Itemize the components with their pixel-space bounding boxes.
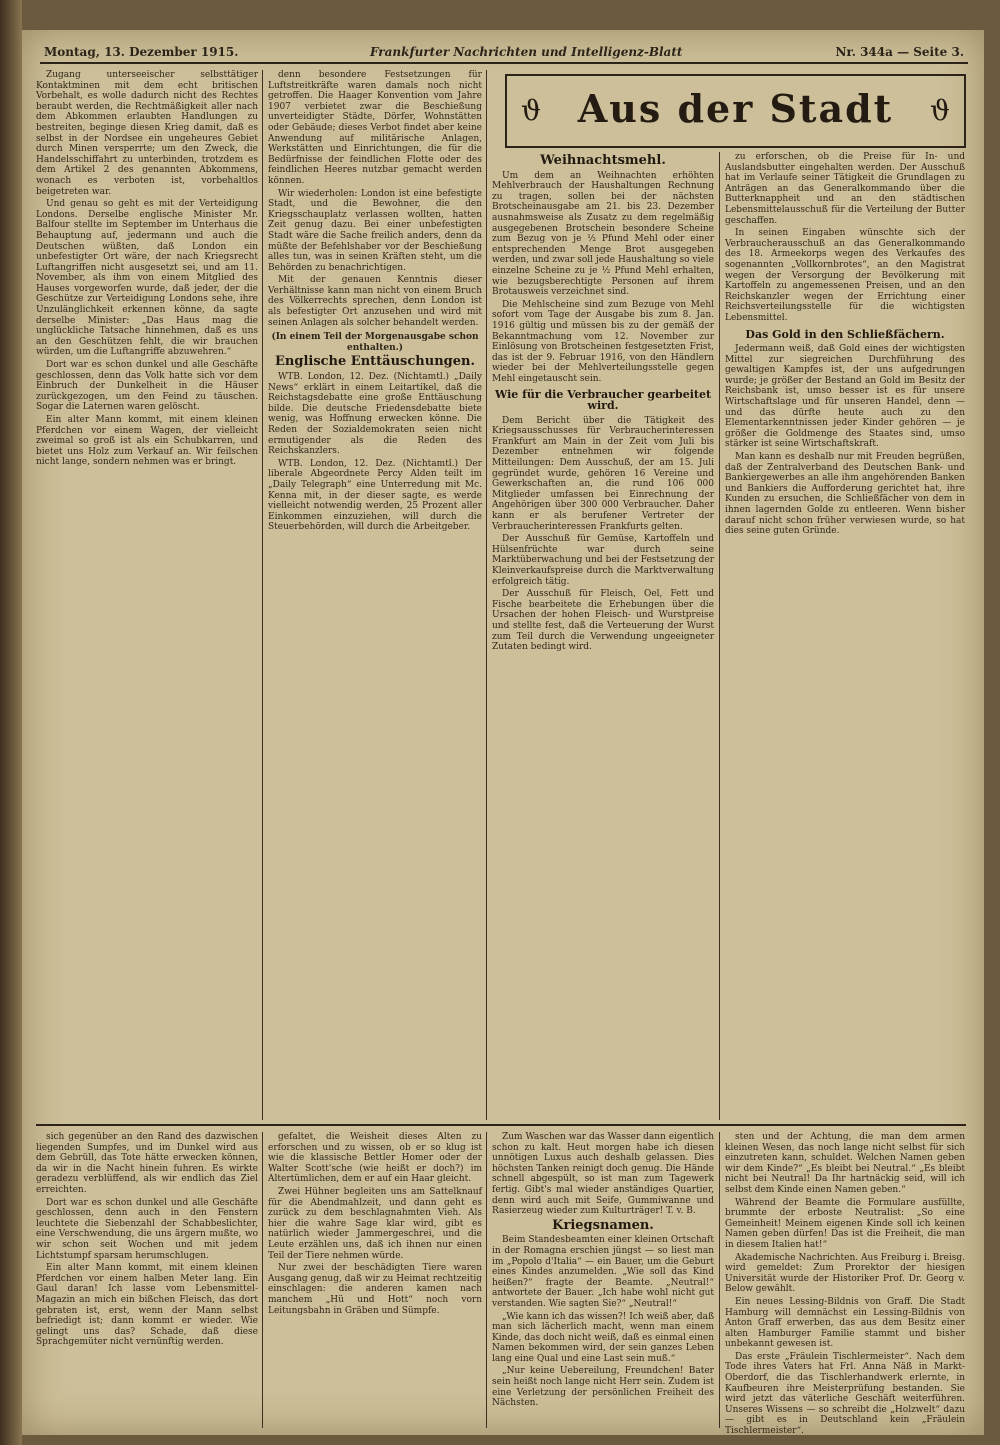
column-2 xyxy=(268,70,482,1120)
article-paragraph: In seinen Eingaben wünschte sich der Verbraucherausschuß an das Generalkommando des 18. Armeekorps wegen des Verkaufes des sogenannten „Vollkornbrotes“, an den Magistrat wegen der Versorgung der Bevölkerung mit Kartoffeln zu angemessenen Preisen, und an den Reichskanzler wegen der Errichtung einer Reichsverteilungsstelle für die wichtigsten Lebensmittel. xyxy=(725,228,965,323)
section-banner xyxy=(505,74,966,148)
masthead xyxy=(40,42,968,64)
article-paragraph: Dort war es schon dunkel und alle Geschäfte geschlossen, denn auch in den Fenstern leuchtete die Siebenzahl der Schabbeslichter, eine Verschwendung, die uns ärgern mußte, wo wir schon seit Wochen und mit jedem Lichtstumpf sparsam herumschlugen. xyxy=(36,1197,258,1261)
article-paragraph: Der Ausschuß für Fleisch, Oel, Fett und Fische bearbeitete die Erhebungen über die Ursachen der hohen Fleisch- und Wurstpreise und stellte fest, daß die Verteuerung der Wurst zum Teil durch die Verwendung ungeeigneter Zutaten bedingt wird. xyxy=(492,589,714,653)
masthead-page-number: Nr. 344a — Seite 3. xyxy=(835,45,964,59)
column-rule xyxy=(486,1132,487,1428)
lower-column-1 xyxy=(36,1132,258,1428)
article-paragraph: Zwei Hühner begleiten uns am Sattelknauf für die Abendmahlzeit, und dann geht es zurück zu dem beschlagnahmten Vieh. Als hier die wahre Sage klar wird, gibt es natürlich wieder Jammergeschrei, und die Leute erzählen uns, daß ich ihnen nur einen Teil der Tiere nehmen würde. xyxy=(268,1186,482,1261)
dispatch-daily-news: WTB. London, 12. Dez. (Nichtamtl.) „Daily News“ erklärt in einem Leitartikel, daß die Reichstagsdebatte eine große Enttäuschung bilde. Die deutsche Friedensdebatte biete wenig, was Hoffnung erwecken könne. Die Reden der Sozialdemokraten seien nicht ermutigender als die Reden des Reichskanzlers. xyxy=(268,372,482,457)
article-paragraph: Man kann es deshalb nur mit Freuden begrüßen, daß der Zentralverband des Deutschen Bank- und Bankiergewerbes an alle ihm angehörenden Banken und Bankiers die Aufforderung gerichtet hat, ihre Kunden zu ersuchen, die Schließfächer von dem in ihnen lagernden Golde zu entleeren. Wenn bisher darauf nicht schon früher verwiesen wurde, so hat dies seine guten Gründe. xyxy=(725,452,965,537)
article-paragraph: Ein alter Mann kommt, mit einem kleinen Pferdchen vor einem halben Meter lang. Ein Gaul daran! Ich lasse vom Lebensmittel-Magazin an mich ein bißchen Fleisch, das dort gebraten ist, erst, wenn der Mann selbst befriedigt ist; dann kommt er wieder. Wie gelingt uns das? Schade, daß diese Sprachgemüter nicht vernünftig werden. xyxy=(36,1263,258,1348)
heading-kriegsnamen: Kriegsnamen. xyxy=(552,1217,654,1233)
heading-verbraucher: Wie für die Verbraucher gearbeitet wird. xyxy=(494,388,712,413)
lower-column-4 xyxy=(725,1132,965,1437)
heading-weihnachtsmehl: Weihnachtsmehl. xyxy=(540,153,666,168)
heading-gold-schliessfaecher: Das Gold in den Schließfächern. xyxy=(745,327,945,341)
column-rule xyxy=(262,1132,263,1428)
column-rule xyxy=(262,70,263,1120)
article-paragraph: „Wie kann ich das wissen?! Ich weiß aber, daß man sich lächerlich macht, wenn man einem Kinde, das doch nicht weiß, daß es einmal einen Namen bekommen wird, der sein ganzes Leben lang eine Qual und eine Last sein muß.“ xyxy=(492,1311,714,1364)
article-paragraph: sich gegenüber an den Rand des dazwischen liegenden Sumpfes, und im Dunkel wird aus dem Gebrüll, das Tote hätte erwecken können, da wir in die Nacht hinein fuhren. Es wirkte geradezu verblüffend, als wir endlich das Ziel erreichten. xyxy=(36,1132,258,1195)
lower-column-3 xyxy=(492,1132,714,1428)
article-paragraph: Zum Waschen war das Wasser dann eigentlich schon zu kalt. Heut morgen habe ich diesen unnötigen Luxus auch deshalb gelassen. Dies höchsten Tanken reinigt doch genug. Die Hände schnell abgespült, so ist man zum Tagewerk fertig. Gibt's mal wieder anständiges Quartier, denn wird auch mit Seife, Gummiwanne und Rasierzeug wieder zum Kulturträger! T. v. B. xyxy=(492,1132,714,1217)
column-rule xyxy=(719,152,720,1120)
column-3 xyxy=(492,152,714,1120)
article-paragraph: Der Ausschuß für Gemüse, Kartoffeln und Hülsenfrüchte war durch seine Marktüberwachung und bei der Festsetzung der Kleinverkaufspreise durch die Marktverwaltung erfolgreich tätig. xyxy=(492,534,714,587)
article-paragraph: Jedermann weiß, daß Gold eines der wichtigsten Mittel zur siegreichen Durchführung des gewaltigen Kampfes ist, der uns aufgedrungen wurde; je größer der Bestand an Gold im Besitz der Reichsbank ist, umso besser ist es für unsere Wirtschaftslage und für unseren Handel, denn — und das dürfte heute auch zu den Elementarkenntnissen jeder Kinder gehören — je größer die Goldmenge des Staates sind, umso stärker ist seine Wirtschaftskraft. xyxy=(725,344,965,450)
article-paragraph: gefaltet, die Weisheit dieses Alten zu erforschen und zu wissen, ob er so klug ist wie die klassische Bettler Homer oder der Walter Scott'sche (wie heißt er doch?) im Altertümlichen, dem er auf ein Haar gleicht. xyxy=(268,1132,482,1185)
notice-paragraph: Das erste „Fräulein Tischlermeister“. Nach dem Tode ihres Vaters hat Frl. Anna Näß in Markt-Oberdorf, die das Tischlerhandwerk erlernte, in Kaufbeuren ihre Meisterprüfung bestanden. Sie wird jetzt das väterliche Geschäft weiterführen. Unseres Wissens — so schreibt die „Holzwelt“ dazu — gibt es in Deutschland kein „Fräulein Tischlermeister“. xyxy=(725,1351,965,1437)
article-paragraph: zu erforschen, ob die Preise für In- und Auslandsbutter eingehalten werden. Der Ausschuß hat im Verlaufe seiner Tätigkeit die Grundlagen zu Anträgen an das Generalkommando über die Butterknappheit und an den städtischen Lebensmittelausschuß für die Verteilung der Butter geschaffen. xyxy=(725,152,965,226)
dispatch-daily-telegraph: WTB. London, 12. Dez. (Nichtamtl.) Der liberale Abgeordnete Percy Alden teilt im „Daily Telegraph“ eine Unterredung mit Mc. Kenna mit, in der dieser sagte, es werde vielleicht notwendig werden, 25 Prozent aller Einkommen einzuziehen, will durch die Steuerbehörden, will durch die Arbeitgeber. xyxy=(268,458,482,533)
book-binding xyxy=(0,0,22,1445)
masthead-paper-title: Frankfurter Nachrichten und Intelligenz-Blatt xyxy=(370,45,683,59)
ornament-left-icon: ϑ xyxy=(521,94,542,127)
column-rule xyxy=(486,70,487,1120)
section-divider xyxy=(36,1124,966,1126)
article-paragraph: Nur zwei der beschädigten Tiere waren Ausgang genug, daß wir zu Heimat rechtzeitig einschlagen: die anderen kamen nach manchem „Hü und Hott“ noch vorn Leitungsbahn in Gräben und Sümpfe. xyxy=(268,1263,482,1316)
article-paragraph: Und genau so geht es mit der Verteidigung Londons. Derselbe englische Minister Mr. Balfour stellte im September im Unterhaus die Behauptung auf, jedermann und auch die Deutschen wüßten, daß London ein unbefestigter Ort wäre, der nach Kriegsrecht Luftangriffen nicht ausgesetzt sei, und am 11. November, als ihm von einem Mitglied des Hauses vorgeworfen wurde, daß jeder, der die Geschütze zur Verteidigung Londons sehe, ihre Unzulänglichkeit erkennen könne, da sagte derselbe Minister: „Das Haus mag die unglückliche Tatsache hinnehmen, daß es uns an den Geschützen fehlt, die wir brauchen würden, um die Luftangriffe abzuwehren.“ xyxy=(36,199,258,358)
article-paragraph: sten und der Achtung, die man dem armen kleinen Wesen, das noch lange nicht selbst für sich einzutreten kann, schuldet. Welchen Namen geben wir dem Kinde?“ „Es bleibt bei Neutral.“ „Es bleibt nicht bei Neutral! Da Ihr hartnäckig seid, will ich selbst dem Kinde einen Namen geben.“ xyxy=(725,1132,965,1195)
section-title: Aus der Stadt xyxy=(577,86,894,131)
article-paragraph: Die Mehlscheine sind zum Bezuge von Mehl sofort vom Tage der Ausgabe bis zum 8. Jan. 1916 gültig und müssen bis zu der gemäß der Bekanntmachung vom 12. November zur Einlösung von Brotscheinen festgesetzten Frist, das ist der 9. Februar 1916, von den Händlern wieder bei der Mehlverteilungsstelle gegen Mehl eingetauscht sein. xyxy=(492,299,714,384)
lower-column-2 xyxy=(268,1132,482,1428)
article-paragraph: Dem Bericht über die Tätigkeit des Kriegsausschusses für Verbraucherinteressen Frankfurt am Main in der Zeit vom Juli bis Dezember entnehmen wir folgende Mitteilungen: Dem Ausschuß, der am 15. Juli gegründet wurde, gehören 16 Vereine und Gewerkschaften an, die rund 106 000 Mitglieder umfassen bei Einrechnung der Angehörigen über 300 000 Verbraucher. Daher kann er als berufener Vertreter der Verbraucherinteressen Frankfurts gelten. xyxy=(492,415,714,532)
article-paragraph: Um dem an Weihnachten erhöhten Mehlverbrauch der Haushaltungen Rechnung zu tragen, sollen bei der nächsten Brotscheinausgabe am 21. bis 23. Dezember ausnahmsweise als Zusatz zu dem regelmäßig ausgegebenen Brotschein besondere Scheine zum Bezug von je ½ Pfund Mehl oder einer entsprechenden Menge Brot ausgegeben werden, und zwar soll jede Haushaltung so viele einzelne Scheine zu je ½ Pfund Mehl erhalten, wie bezugsberechtigte Personen auf ihrem Brotausweis verzeichnet sind. xyxy=(492,170,714,298)
article-paragraph: Ein alter Mann kommt, mit einem kleinen Pferdchen vor einem Wagen, der vielleicht zweimal so groß ist als ein Schubkarren, und bietet uns Holz zum Verkauf an. Wir feilschen nicht lange, sondern nehmen was er bringt. xyxy=(36,415,258,468)
column-1 xyxy=(36,70,258,1120)
heading-englische-enttaeuschungen: Englische Enttäuschungen. xyxy=(275,354,475,370)
ornament-right-icon: ϑ xyxy=(929,94,950,127)
column-4 xyxy=(725,152,965,1120)
edition-note: (In einem Teil der Morgenausgabe schon enthalten.) xyxy=(271,332,479,353)
article-paragraph: Mit der genauen Kenntnis dieser Verhältnisse kann man nicht von einem Bruch des Völkerrechts sprechen, denn London ist als befestigter Ort anzusehen und wird mit seinen Anlagen als solcher behandelt werden. xyxy=(268,275,482,328)
article-paragraph: Während der Beamte die Formulare ausfüllte, brummte der erboste Neutralist: „So eine Gemeinheit! Meinem eigenen Kinde soll ich keinen Namen geben dürfen! Das ist die Freiheit, die man in diesem Italien hat!“ xyxy=(725,1197,965,1250)
newspaper-page xyxy=(22,30,984,1435)
article-paragraph: Dort war es schon dunkel und alle Geschäfte geschlossen, denn das Volk hatte sich vor dem Einbruch der Dunkelheit in die Häuser zurückgezogen, um den Feind zu täuschen. Sogar die Laternen waren gelöscht. xyxy=(36,360,258,413)
article-paragraph: denn besondere Festsetzungen für Luftstreitkräfte waren damals noch nicht getroffen. Die Haager Konvention vom Jahre 1907 verbietet zwar die Beschießung unverteidigter Städte, Dörfer, Wohnstätten oder Gebäude; dieses Verbot findet aber keine Anwendung auf militärische Anlagen, Werkstätten und Einrichtungen, die für die Bedürfnisse der feindlichen Flotte oder des feindlichen Heeres nutzbar gemacht werden können. xyxy=(268,70,482,186)
article-paragraph: Zugang unterseeischer selbsttätiger Kontaktminen mit dem echt britischen Vorbehalt, es wolle dadurch nicht des Rechtes beraubt werden, die Rechtmäßigkeit aller nach dem Abkommen erlaubten Handlungen zu bestreiten, beginge diesen Krieg damit, daß es selbst in der Nordsee ein ungeheures Gebiet durch Minen versperrte; um den Zweck, die Handelsschiffahrt zu unterbinden, trotzdem es dem Artikel 2 des genannten Abkommens, wonach es verboten ist, vorbehaltlos beigetreten war. xyxy=(36,70,258,197)
article-paragraph: Wir wiederholen: London ist eine befestigte Stadt, und die Bewohner, die den Kriegsschauplatz verlassen wollten, hatten Zeit genug dazu. Bei einer unbefestigten Stadt wäre die Sache freilich anders, denn da müßte der Befehlshaber vor der Beschießung alles tun, was in seinen Kräften steht, um die Behörden zu benachrichtigen. xyxy=(268,188,482,273)
notice-paragraph: Akademische Nachrichten. Aus Freiburg i. Breisg. wird gemeldet: Zum Prorektor der hiesigen Universität wurde der Historiker Prof. Dr. Georg v. Below gewählt. xyxy=(725,1252,965,1295)
masthead-date: Montag, 13. Dezember 1915. xyxy=(44,45,239,59)
article-paragraph: „Nur keine Uebereilung, Freundchen! Bater sein heißt noch lange nicht Herr sein. Zudem ist eine Verletzung der persönlichen Freiheit des Nächsten. xyxy=(492,1366,714,1409)
article-paragraph: Beim Standesbeamten einer kleinen Ortschaft in der Romagna erschien jüngst — so liest man im „Popolo d'Italia“ — ein Bauer, um die Geburt eines Kindes anzumelden. „Wie soll das Kind heißen?“ fragte der Beamte. „Neutral!“ antwortete der Bauer. „Ich habe wohl nicht gut verstanden. Wie sagten Sie?“ „Neutral!“ xyxy=(492,1235,714,1309)
notice-paragraph: Ein neues Lessing-Bildnis von Graff. Die Stadt Hamburg will demnächst ein Lessing-Bildnis von Anton Graff erwerben, das aus dem Besitz einer alten Hamburger Familie stammt und bisher unbekannt gewesen ist. xyxy=(725,1296,965,1350)
column-rule xyxy=(719,1132,720,1428)
